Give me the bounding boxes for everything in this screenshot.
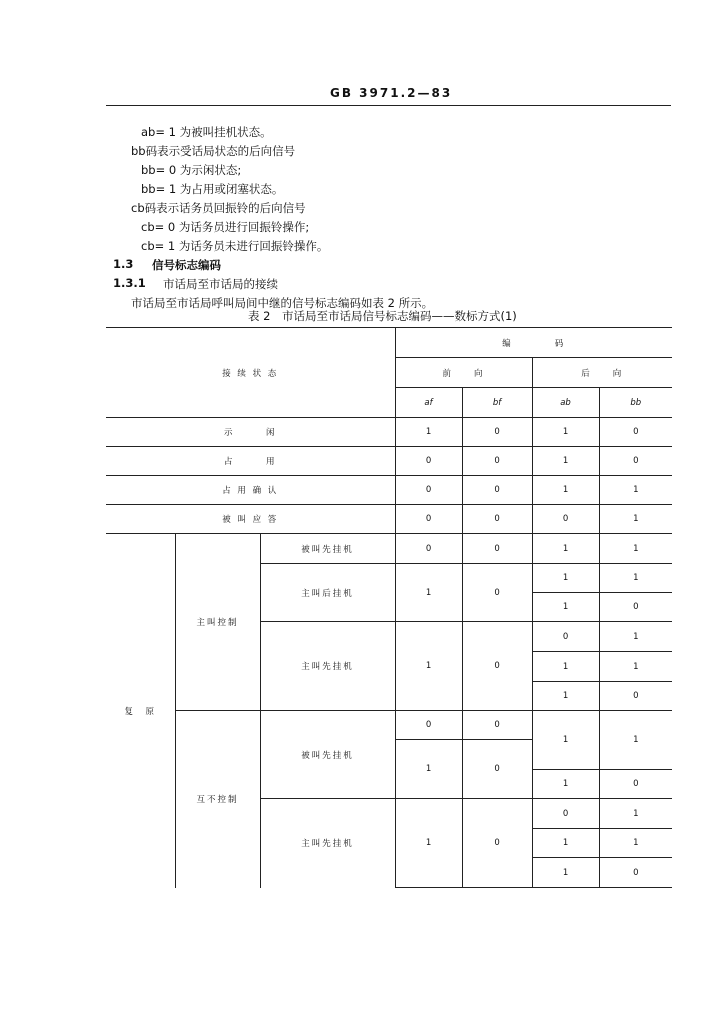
table-row [106, 476, 672, 505]
cell-bb: 0 [599, 770, 672, 799]
cell-bf: 0 [462, 476, 532, 505]
section-1-3-1-number: 1.3.1 [113, 276, 146, 290]
cell-af: 1 [395, 622, 462, 711]
header-code: 编 码 [395, 328, 672, 358]
cell-bb: 1 [599, 829, 672, 858]
cell-bb: 1 [599, 622, 672, 652]
section-1-3-title: 信号标志编码 [152, 258, 221, 272]
cell-bf: 0 [462, 505, 532, 534]
table-row [106, 711, 672, 740]
body-line-2: bb码表示受话局状态的后向信号 [131, 144, 296, 158]
cell-af: 0 [395, 505, 462, 534]
table-row [106, 534, 672, 564]
header-ab: ab [532, 388, 599, 418]
cell-bb: 1 [599, 534, 672, 564]
cell-ab: 1 [532, 534, 599, 564]
cell-af: 1 [395, 799, 462, 888]
cell-bf: 0 [462, 447, 532, 476]
row-state: 被 叫 应 答 [106, 505, 395, 534]
cell-ab: 0 [532, 799, 599, 829]
row-state: 主叫后挂机 [260, 564, 395, 622]
body-line-1: ab= 1 为被叫挂机状态。 [141, 125, 272, 139]
cell-bb: 1 [599, 799, 672, 829]
cell-bf: 0 [462, 418, 532, 447]
cell-bf: 0 [462, 740, 532, 799]
cell-ab: 1 [532, 593, 599, 622]
cell-bb: 0 [599, 447, 672, 476]
cell-bb: 0 [599, 682, 672, 711]
cell-bf: 0 [462, 622, 532, 711]
cell-ab: 0 [532, 622, 599, 652]
body-line-5: cb码表示话务员回振铃的后向信号 [131, 201, 306, 215]
row-state: 主叫先挂机 [260, 799, 395, 888]
cell-bb: 1 [599, 476, 672, 505]
header-bb: bb [599, 388, 672, 418]
paragraph: 市话局至市话局呼叫局间中继的信号标志编码如表 2 所示。 [131, 296, 434, 310]
cell-ab: 1 [532, 829, 599, 858]
table-row [106, 447, 672, 476]
release-label: 复 原 [106, 534, 175, 888]
body-line-7: cb= 1 为话务员未进行回振铃操作。 [141, 239, 329, 253]
cell-ab: 1 [532, 652, 599, 682]
table-row [106, 418, 672, 447]
section-1-3-1-title: 市话局至市话局的接续 [163, 277, 278, 291]
cell-bf: 0 [462, 711, 532, 740]
cell-af: 0 [395, 476, 462, 505]
cell-af: 1 [395, 418, 462, 447]
header-rule [106, 105, 671, 106]
cell-ab: 1 [532, 476, 599, 505]
row-state: 被叫先挂机 [260, 534, 395, 564]
cell-ab: 1 [532, 858, 599, 888]
cell-bb: 1 [599, 564, 672, 593]
standard-code-header: GB 3971.2—83 [330, 86, 453, 100]
row-state: 占 用 确 认 [106, 476, 395, 505]
cell-bb: 1 [599, 711, 672, 770]
cell-bb: 1 [599, 652, 672, 682]
signal-code-table [106, 327, 672, 888]
row-state: 被叫先挂机 [260, 711, 395, 799]
cell-bf: 0 [462, 799, 532, 888]
cell-ab: 1 [532, 418, 599, 447]
cell-ab: 0 [532, 505, 599, 534]
row-state: 占 用 [106, 447, 395, 476]
cell-ab: 1 [532, 564, 599, 593]
cell-af: 1 [395, 564, 462, 622]
cell-ab: 1 [532, 711, 599, 770]
cell-af: 0 [395, 711, 462, 740]
cell-bb: 0 [599, 593, 672, 622]
cell-bb: 0 [599, 858, 672, 888]
cell-af: 1 [395, 740, 462, 799]
body-line-4: bb= 1 为占用或闭塞状态。 [141, 182, 284, 196]
row-state: 主叫先挂机 [260, 622, 395, 711]
body-line-3: bb= 0 为示闲状态; [141, 163, 242, 177]
header-bf: bf [462, 388, 532, 418]
cell-ab: 1 [532, 770, 599, 799]
header-backward: 后 向 [532, 358, 672, 388]
group-caller-control: 主叫控制 [175, 534, 260, 711]
body-line-6: cb= 0 为话务员进行回振铃操作; [141, 220, 310, 234]
cell-ab: 1 [532, 447, 599, 476]
cell-bb: 1 [599, 505, 672, 534]
cell-bb: 0 [599, 418, 672, 447]
table-caption: 表 2 市话局至市话局信号标志编码——数标方式(1) [248, 309, 517, 323]
table-row [106, 505, 672, 534]
cell-ab: 1 [532, 682, 599, 711]
header-state: 接 续 状 态 [106, 328, 395, 418]
section-1-3-number: 1.3 [113, 257, 134, 271]
cell-af: 0 [395, 447, 462, 476]
cell-bf: 0 [462, 564, 532, 622]
header-forward: 前 向 [395, 358, 532, 388]
cell-bf: 0 [462, 534, 532, 564]
row-state: 示 闲 [106, 418, 395, 447]
header-af: af [395, 388, 462, 418]
group-mutual-no-control: 互不控制 [175, 711, 260, 888]
cell-af: 0 [395, 534, 462, 564]
